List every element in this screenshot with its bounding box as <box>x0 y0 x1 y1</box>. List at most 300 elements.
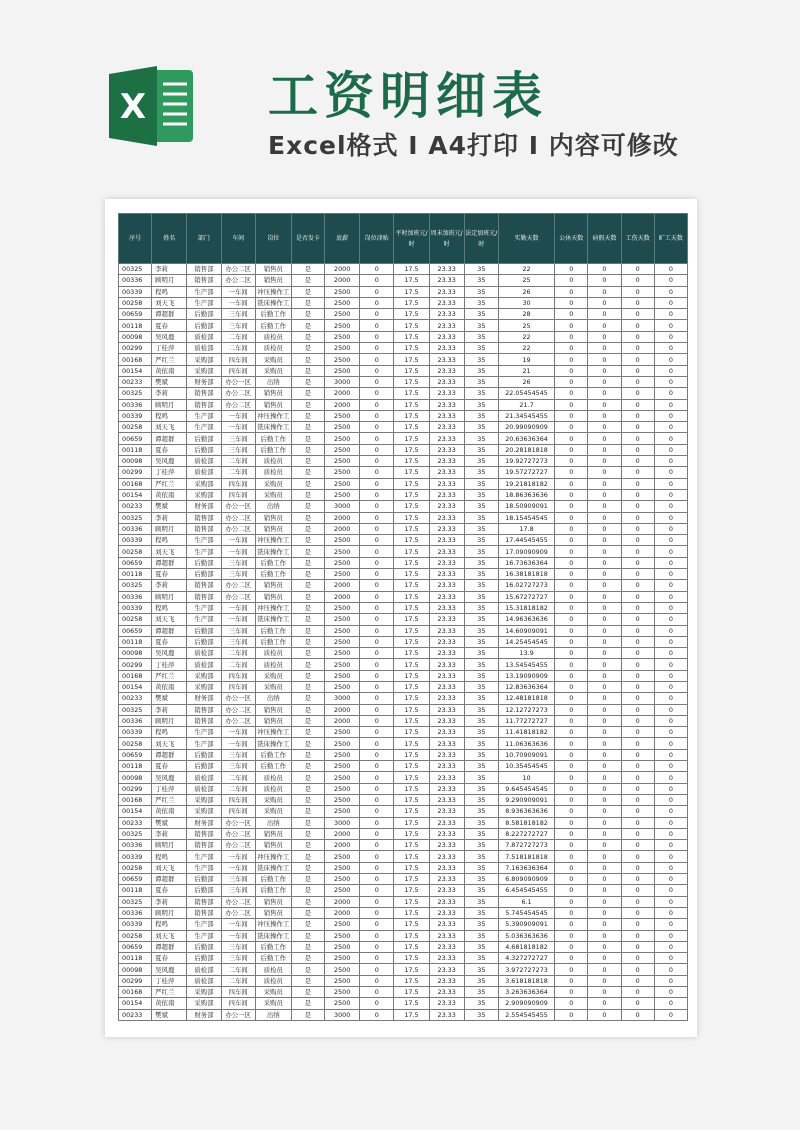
table-cell[interactable]: 0 <box>621 467 654 478</box>
table-cell[interactable]: 质检员 <box>255 467 291 478</box>
table-cell[interactable]: 17.5 <box>394 591 429 602</box>
table-cell[interactable]: 35 <box>464 433 498 444</box>
table-cell[interactable]: 17.5 <box>394 264 429 275</box>
table-cell[interactable]: 冲压操作工 <box>255 535 291 546</box>
table-cell[interactable]: 0 <box>654 388 687 399</box>
table-cell[interactable]: 0 <box>555 275 588 286</box>
table-cell[interactable]: 后勤工作 <box>255 309 291 320</box>
table-cell[interactable]: 是 <box>291 410 324 421</box>
table-cell[interactable]: 0 <box>621 535 654 546</box>
table-cell[interactable]: 0 <box>621 659 654 670</box>
table-cell[interactable]: 11.06363636 <box>498 738 554 749</box>
table-cell[interactable]: 严红兰 <box>152 987 187 998</box>
table-cell[interactable]: 0 <box>555 975 588 986</box>
table-cell[interactable]: 是 <box>291 975 324 986</box>
table-cell[interactable]: 7.872727273 <box>498 840 554 851</box>
table-cell[interactable]: 0 <box>555 648 588 659</box>
table-cell[interactable]: 0 <box>654 761 687 772</box>
table-cell[interactable]: 采购部 <box>187 998 221 1009</box>
table-cell[interactable]: 35 <box>464 388 498 399</box>
table-cell[interactable]: 0 <box>588 998 621 1009</box>
table-cell[interactable]: 35 <box>464 964 498 975</box>
table-cell[interactable]: 财务部 <box>187 693 221 704</box>
table-cell[interactable]: 办公二区 <box>221 704 255 715</box>
table-cell[interactable]: 二车间 <box>221 648 255 659</box>
table-cell[interactable]: 采购部 <box>187 806 221 817</box>
table-cell[interactable]: 35 <box>464 625 498 636</box>
table-cell[interactable]: 是 <box>291 874 324 885</box>
table-cell[interactable]: 00233 <box>119 376 152 387</box>
table-cell[interactable]: 0 <box>360 602 394 613</box>
table-cell[interactable]: 00168 <box>119 354 152 365</box>
table-cell[interactable]: 是 <box>291 489 324 500</box>
table-cell[interactable]: 0 <box>588 794 621 805</box>
table-cell[interactable]: 17.09090909 <box>498 546 554 557</box>
table-cell[interactable]: 0 <box>654 636 687 647</box>
table-cell[interactable]: 35 <box>464 930 498 941</box>
table-cell[interactable]: 0 <box>588 738 621 749</box>
table-cell[interactable]: 0 <box>588 489 621 500</box>
table-cell[interactable]: 35 <box>464 874 498 885</box>
table-cell[interactable]: 一车间 <box>221 297 255 308</box>
table-cell[interactable]: 17.5 <box>394 636 429 647</box>
table-cell[interactable]: 0 <box>360 467 394 478</box>
table-cell[interactable]: 17.5 <box>394 806 429 817</box>
table-cell[interactable]: 00258 <box>119 297 152 308</box>
table-cell[interactable]: 0 <box>621 343 654 354</box>
table-cell[interactable]: 销售部 <box>187 591 221 602</box>
table-cell[interactable]: 后勤工作 <box>255 625 291 636</box>
table-cell[interactable]: 李莉 <box>152 896 187 907</box>
table-cell[interactable]: 0 <box>654 783 687 794</box>
table-cell[interactable]: 出纳 <box>255 817 291 828</box>
table-cell[interactable]: 0 <box>555 715 588 726</box>
table-cell[interactable]: 0 <box>360 783 394 794</box>
table-cell[interactable]: 采购部 <box>187 489 221 500</box>
table-cell[interactable]: 0 <box>555 388 588 399</box>
table-cell[interactable]: 二车间 <box>221 975 255 986</box>
table-cell[interactable]: 后勤工作 <box>255 953 291 964</box>
table-cell[interactable]: 3.618181818 <box>498 975 554 986</box>
table-cell[interactable]: 0 <box>654 930 687 941</box>
table-cell[interactable]: 0 <box>555 670 588 681</box>
table-cell[interactable]: 0 <box>588 749 621 760</box>
table-cell[interactable]: 李莉 <box>152 264 187 275</box>
table-cell[interactable]: 00659 <box>119 941 152 952</box>
table-cell[interactable]: 后勤部 <box>187 309 221 320</box>
table-cell[interactable]: 0 <box>588 512 621 523</box>
table-cell[interactable]: 2500 <box>325 444 360 455</box>
table-cell[interactable]: 0 <box>555 410 588 421</box>
table-cell[interactable]: 0 <box>588 941 621 952</box>
table-cell[interactable]: 17.5 <box>394 557 429 568</box>
table-cell[interactable]: 2500 <box>325 964 360 975</box>
table-cell[interactable]: 35 <box>464 998 498 1009</box>
table-cell[interactable]: 销售员 <box>255 896 291 907</box>
table-cell[interactable]: 2500 <box>325 851 360 862</box>
table-cell[interactable]: 四车间 <box>221 681 255 692</box>
table-cell[interactable]: 0 <box>621 828 654 839</box>
table-cell[interactable]: 后勤部 <box>187 625 221 636</box>
table-cell[interactable]: 0 <box>621 365 654 376</box>
table-cell[interactable]: 刘天飞 <box>152 862 187 873</box>
table-cell[interactable]: 17.5 <box>394 907 429 918</box>
table-cell[interactable]: 0 <box>588 783 621 794</box>
table-cell[interactable]: 0 <box>588 670 621 681</box>
table-cell[interactable]: 17.5 <box>394 501 429 512</box>
table-cell[interactable]: 0 <box>621 297 654 308</box>
table-cell[interactable]: 2000 <box>325 523 360 534</box>
table-cell[interactable]: 0 <box>588 806 621 817</box>
table-cell[interactable]: 00118 <box>119 953 152 964</box>
table-cell[interactable]: 0 <box>621 987 654 998</box>
table-cell[interactable]: 0 <box>555 636 588 647</box>
table-cell[interactable]: 2000 <box>325 715 360 726</box>
table-cell[interactable]: 0 <box>588 546 621 557</box>
table-cell[interactable]: 17.5 <box>394 309 429 320</box>
table-cell[interactable]: 是 <box>291 998 324 1009</box>
table-cell[interactable]: 销售员 <box>255 840 291 851</box>
table-cell[interactable]: 0 <box>654 704 687 715</box>
table-cell[interactable]: 办公二区 <box>221 715 255 726</box>
table-cell[interactable]: 铣床操作工 <box>255 862 291 873</box>
table-cell[interactable]: 是 <box>291 851 324 862</box>
table-cell[interactable]: 35 <box>464 501 498 512</box>
table-cell[interactable]: 17.5 <box>394 919 429 930</box>
table-cell[interactable]: 黄依南 <box>152 681 187 692</box>
table-cell[interactable]: 0 <box>654 998 687 1009</box>
table-cell[interactable]: 23.33 <box>429 467 464 478</box>
table-cell[interactable]: 0 <box>360 806 394 817</box>
table-cell[interactable]: 23.33 <box>429 704 464 715</box>
table-cell[interactable]: 二车间 <box>221 964 255 975</box>
table-cell[interactable]: 0 <box>654 874 687 885</box>
table-cell[interactable]: 35 <box>464 896 498 907</box>
table-cell[interactable]: 10.70909091 <box>498 749 554 760</box>
table-cell[interactable]: 00336 <box>119 523 152 534</box>
table-cell[interactable]: 是 <box>291 557 324 568</box>
table-cell[interactable]: 23.33 <box>429 693 464 704</box>
table-cell[interactable]: 23.33 <box>429 399 464 410</box>
table-cell[interactable]: 0 <box>555 828 588 839</box>
table-cell[interactable]: 铣床操作工 <box>255 738 291 749</box>
table-cell[interactable]: 2500 <box>325 309 360 320</box>
table-cell[interactable]: 采购员 <box>255 478 291 489</box>
table-cell[interactable]: 35 <box>464 422 498 433</box>
table-cell[interactable]: 7.518181818 <box>498 851 554 862</box>
table-cell[interactable]: 17.5 <box>394 648 429 659</box>
table-cell[interactable]: 0 <box>621 874 654 885</box>
table-cell[interactable]: 刘天飞 <box>152 930 187 941</box>
table-cell[interactable]: 17.5 <box>394 998 429 1009</box>
table-cell[interactable]: 0 <box>621 806 654 817</box>
table-cell[interactable]: 是 <box>291 907 324 918</box>
table-cell[interactable]: 0 <box>654 580 687 591</box>
table-cell[interactable]: 财务部 <box>187 817 221 828</box>
table-cell[interactable]: 销售部 <box>187 907 221 918</box>
table-cell[interactable]: 2500 <box>325 331 360 342</box>
table-cell[interactable]: 6.809090909 <box>498 874 554 885</box>
table-cell[interactable]: 35 <box>464 444 498 455</box>
table-cell[interactable]: 丁桂萍 <box>152 975 187 986</box>
table-cell[interactable]: 0 <box>360 851 394 862</box>
table-cell[interactable]: 是 <box>291 806 324 817</box>
table-cell[interactable]: 0 <box>621 625 654 636</box>
table-cell[interactable]: 夏春 <box>152 953 187 964</box>
table-cell[interactable]: 采购部 <box>187 478 221 489</box>
table-cell[interactable]: 后勤部 <box>187 433 221 444</box>
table-cell[interactable]: 00325 <box>119 704 152 715</box>
table-cell[interactable]: 00336 <box>119 399 152 410</box>
table-cell[interactable]: 0 <box>588 388 621 399</box>
table-cell[interactable]: 0 <box>588 535 621 546</box>
table-cell[interactable]: 17.5 <box>394 343 429 354</box>
table-cell[interactable]: 0 <box>555 433 588 444</box>
table-cell[interactable]: 17.5 <box>394 772 429 783</box>
table-cell[interactable]: 2500 <box>325 343 360 354</box>
table-cell[interactable]: 程鸣 <box>152 851 187 862</box>
table-cell[interactable]: 35 <box>464 535 498 546</box>
table-cell[interactable]: 是 <box>291 433 324 444</box>
table-cell[interactable]: 质检员 <box>255 343 291 354</box>
table-cell[interactable]: 0 <box>588 953 621 964</box>
table-cell[interactable]: 17.5 <box>394 851 429 862</box>
table-cell[interactable]: 35 <box>464 907 498 918</box>
table-cell[interactable]: 0 <box>654 422 687 433</box>
table-cell[interactable]: 0 <box>360 557 394 568</box>
table-cell[interactable]: 0 <box>588 975 621 986</box>
table-cell[interactable]: 0 <box>360 670 394 681</box>
table-cell[interactable]: 是 <box>291 365 324 376</box>
table-cell[interactable]: 0 <box>654 681 687 692</box>
table-cell[interactable]: 后勤部 <box>187 761 221 772</box>
table-cell[interactable]: 00154 <box>119 681 152 692</box>
table-cell[interactable]: 0 <box>555 264 588 275</box>
table-cell[interactable]: 三车间 <box>221 433 255 444</box>
table-cell[interactable]: 35 <box>464 489 498 500</box>
table-cell[interactable]: 采购员 <box>255 489 291 500</box>
table-cell[interactable]: 21 <box>498 365 554 376</box>
table-cell[interactable]: 00299 <box>119 783 152 794</box>
table-cell[interactable]: 0 <box>360 953 394 964</box>
table-cell[interactable]: 17.5 <box>394 930 429 941</box>
table-cell[interactable]: 17.5 <box>394 422 429 433</box>
table-cell[interactable]: 2000 <box>325 388 360 399</box>
table-cell[interactable]: 0 <box>654 840 687 851</box>
table-cell[interactable]: 0 <box>621 794 654 805</box>
table-cell[interactable]: 0 <box>555 512 588 523</box>
table-cell[interactable]: 2500 <box>325 614 360 625</box>
table-cell[interactable]: 0 <box>588 896 621 907</box>
table-cell[interactable]: 00659 <box>119 874 152 885</box>
table-cell[interactable]: 是 <box>291 444 324 455</box>
table-cell[interactable]: 0 <box>555 987 588 998</box>
table-cell[interactable]: 25 <box>498 275 554 286</box>
table-cell[interactable]: 23.33 <box>429 489 464 500</box>
table-cell[interactable]: 23.33 <box>429 388 464 399</box>
table-cell[interactable]: 0 <box>621 264 654 275</box>
table-cell[interactable]: 一车间 <box>221 614 255 625</box>
table-cell[interactable]: 0 <box>654 376 687 387</box>
table-cell[interactable]: 00339 <box>119 535 152 546</box>
table-cell[interactable]: 0 <box>555 286 588 297</box>
table-cell[interactable]: 质检部 <box>187 456 221 467</box>
table-cell[interactable]: 0 <box>555 523 588 534</box>
table-cell[interactable]: 2500 <box>325 930 360 941</box>
table-cell[interactable]: 0 <box>360 636 394 647</box>
table-cell[interactable]: 销售部 <box>187 828 221 839</box>
table-cell[interactable]: 23.33 <box>429 1009 464 1020</box>
table-cell[interactable]: 2500 <box>325 772 360 783</box>
table-cell[interactable]: 16.38181818 <box>498 569 554 580</box>
table-cell[interactable]: 00659 <box>119 557 152 568</box>
table-cell[interactable]: 冲压操作工 <box>255 851 291 862</box>
table-cell[interactable]: 0 <box>555 569 588 580</box>
table-cell[interactable]: 0 <box>360 941 394 952</box>
table-cell[interactable]: 三车间 <box>221 320 255 331</box>
table-cell[interactable]: 0 <box>621 862 654 873</box>
table-cell[interactable]: 0 <box>588 919 621 930</box>
table-cell[interactable]: 14.25454545 <box>498 636 554 647</box>
table-cell[interactable]: 销售部 <box>187 512 221 523</box>
table-cell[interactable]: 2500 <box>325 557 360 568</box>
table-cell[interactable]: 0 <box>621 636 654 647</box>
table-cell[interactable]: 17.5 <box>394 286 429 297</box>
table-cell[interactable]: 0 <box>360 659 394 670</box>
table-cell[interactable]: 22.05454545 <box>498 388 554 399</box>
table-cell[interactable]: 后勤工作 <box>255 874 291 885</box>
table-cell[interactable]: 23.33 <box>429 264 464 275</box>
table-cell[interactable]: 17.5 <box>394 614 429 625</box>
table-cell[interactable]: 17.5 <box>394 456 429 467</box>
table-cell[interactable]: 是 <box>291 512 324 523</box>
table-cell[interactable]: 是 <box>291 772 324 783</box>
table-cell[interactable]: 0 <box>621 569 654 580</box>
table-cell[interactable]: 0 <box>360 874 394 885</box>
table-cell[interactable]: 0 <box>588 376 621 387</box>
table-cell[interactable]: 吴风鹿 <box>152 456 187 467</box>
table-cell[interactable]: 采购部 <box>187 987 221 998</box>
table-cell[interactable]: 0 <box>360 399 394 410</box>
table-cell[interactable]: 二车间 <box>221 343 255 354</box>
table-cell[interactable]: 0 <box>588 772 621 783</box>
table-cell[interactable]: 后勤工作 <box>255 885 291 896</box>
table-cell[interactable]: 0 <box>555 365 588 376</box>
table-cell[interactable]: 23.33 <box>429 715 464 726</box>
table-cell[interactable]: 0 <box>360 456 394 467</box>
table-cell[interactable]: 是 <box>291 625 324 636</box>
table-cell[interactable]: 00118 <box>119 636 152 647</box>
table-cell[interactable]: 0 <box>360 320 394 331</box>
table-cell[interactable]: 0 <box>654 354 687 365</box>
table-cell[interactable]: 生产部 <box>187 602 221 613</box>
table-cell[interactable]: 35 <box>464 1009 498 1020</box>
table-cell[interactable]: 0 <box>621 512 654 523</box>
table-cell[interactable]: 17.5 <box>394 433 429 444</box>
table-cell[interactable]: 23.33 <box>429 523 464 534</box>
table-cell[interactable]: 23.33 <box>429 998 464 1009</box>
table-cell[interactable]: 0 <box>654 614 687 625</box>
table-cell[interactable]: 李莉 <box>152 828 187 839</box>
table-cell[interactable]: 办公二区 <box>221 523 255 534</box>
table-cell[interactable]: 0 <box>360 930 394 941</box>
table-cell[interactable]: 一车间 <box>221 602 255 613</box>
table-cell[interactable]: 是 <box>291 388 324 399</box>
table-cell[interactable]: 0 <box>588 433 621 444</box>
table-cell[interactable]: 35 <box>464 523 498 534</box>
table-cell[interactable]: 00339 <box>119 727 152 738</box>
table-cell[interactable]: 8.936363636 <box>498 806 554 817</box>
table-cell[interactable]: 17.5 <box>394 1009 429 1020</box>
table-cell[interactable]: 0 <box>621 727 654 738</box>
table-cell[interactable]: 17.5 <box>394 376 429 387</box>
table-cell[interactable]: 铣床操作工 <box>255 614 291 625</box>
table-cell[interactable]: 00258 <box>119 546 152 557</box>
table-cell[interactable]: 采购部 <box>187 794 221 805</box>
table-cell[interactable]: 是 <box>291 569 324 580</box>
table-cell[interactable]: 0 <box>555 941 588 952</box>
table-cell[interactable]: 0 <box>360 681 394 692</box>
table-cell[interactable]: 10.35454545 <box>498 761 554 772</box>
table-cell[interactable]: 销售员 <box>255 512 291 523</box>
table-cell[interactable]: 00339 <box>119 410 152 421</box>
table-cell[interactable]: 35 <box>464 264 498 275</box>
table-cell[interactable]: 17.5 <box>394 478 429 489</box>
table-cell[interactable]: 0 <box>360 896 394 907</box>
table-cell[interactable]: 17.5 <box>394 941 429 952</box>
table-cell[interactable]: 顾明月 <box>152 715 187 726</box>
table-cell[interactable]: 一车间 <box>221 546 255 557</box>
table-cell[interactable]: 23.33 <box>429 964 464 975</box>
table-cell[interactable]: 23.33 <box>429 953 464 964</box>
table-cell[interactable]: 四车间 <box>221 998 255 1009</box>
table-cell[interactable]: 丁桂萍 <box>152 343 187 354</box>
table-cell[interactable]: 是 <box>291 376 324 387</box>
table-cell[interactable]: 2500 <box>325 749 360 760</box>
table-cell[interactable]: 35 <box>464 772 498 783</box>
table-cell[interactable]: 35 <box>464 738 498 749</box>
table-cell[interactable]: 刘天飞 <box>152 738 187 749</box>
table-cell[interactable]: 23.33 <box>429 433 464 444</box>
table-cell[interactable]: 23.33 <box>429 275 464 286</box>
table-cell[interactable]: 0 <box>360 478 394 489</box>
table-cell[interactable]: 销售部 <box>187 715 221 726</box>
table-cell[interactable]: 0 <box>588 591 621 602</box>
table-cell[interactable]: 0 <box>588 286 621 297</box>
table-cell[interactable]: 17.5 <box>394 602 429 613</box>
table-cell[interactable]: 17.5 <box>394 862 429 873</box>
table-cell[interactable]: 四车间 <box>221 670 255 681</box>
table-cell[interactable]: 23.33 <box>429 320 464 331</box>
table-cell[interactable]: 23.33 <box>429 772 464 783</box>
table-cell[interactable]: 0 <box>360 535 394 546</box>
table-cell[interactable]: 严红兰 <box>152 670 187 681</box>
table-cell[interactable]: 35 <box>464 941 498 952</box>
table-cell[interactable]: 出纳 <box>255 693 291 704</box>
table-cell[interactable]: 顾明月 <box>152 523 187 534</box>
table-cell[interactable]: 采购员 <box>255 354 291 365</box>
table-cell[interactable]: 13.54545455 <box>498 659 554 670</box>
table-cell[interactable]: 23.33 <box>429 309 464 320</box>
table-cell[interactable]: 后勤部 <box>187 749 221 760</box>
table-cell[interactable]: 0 <box>654 659 687 670</box>
table-cell[interactable]: 2000 <box>325 828 360 839</box>
table-cell[interactable]: 黄依南 <box>152 998 187 1009</box>
table-cell[interactable]: 18.15454545 <box>498 512 554 523</box>
table-cell[interactable]: 17.5 <box>394 738 429 749</box>
table-cell[interactable]: 19.21818182 <box>498 478 554 489</box>
table-cell[interactable]: 是 <box>291 614 324 625</box>
